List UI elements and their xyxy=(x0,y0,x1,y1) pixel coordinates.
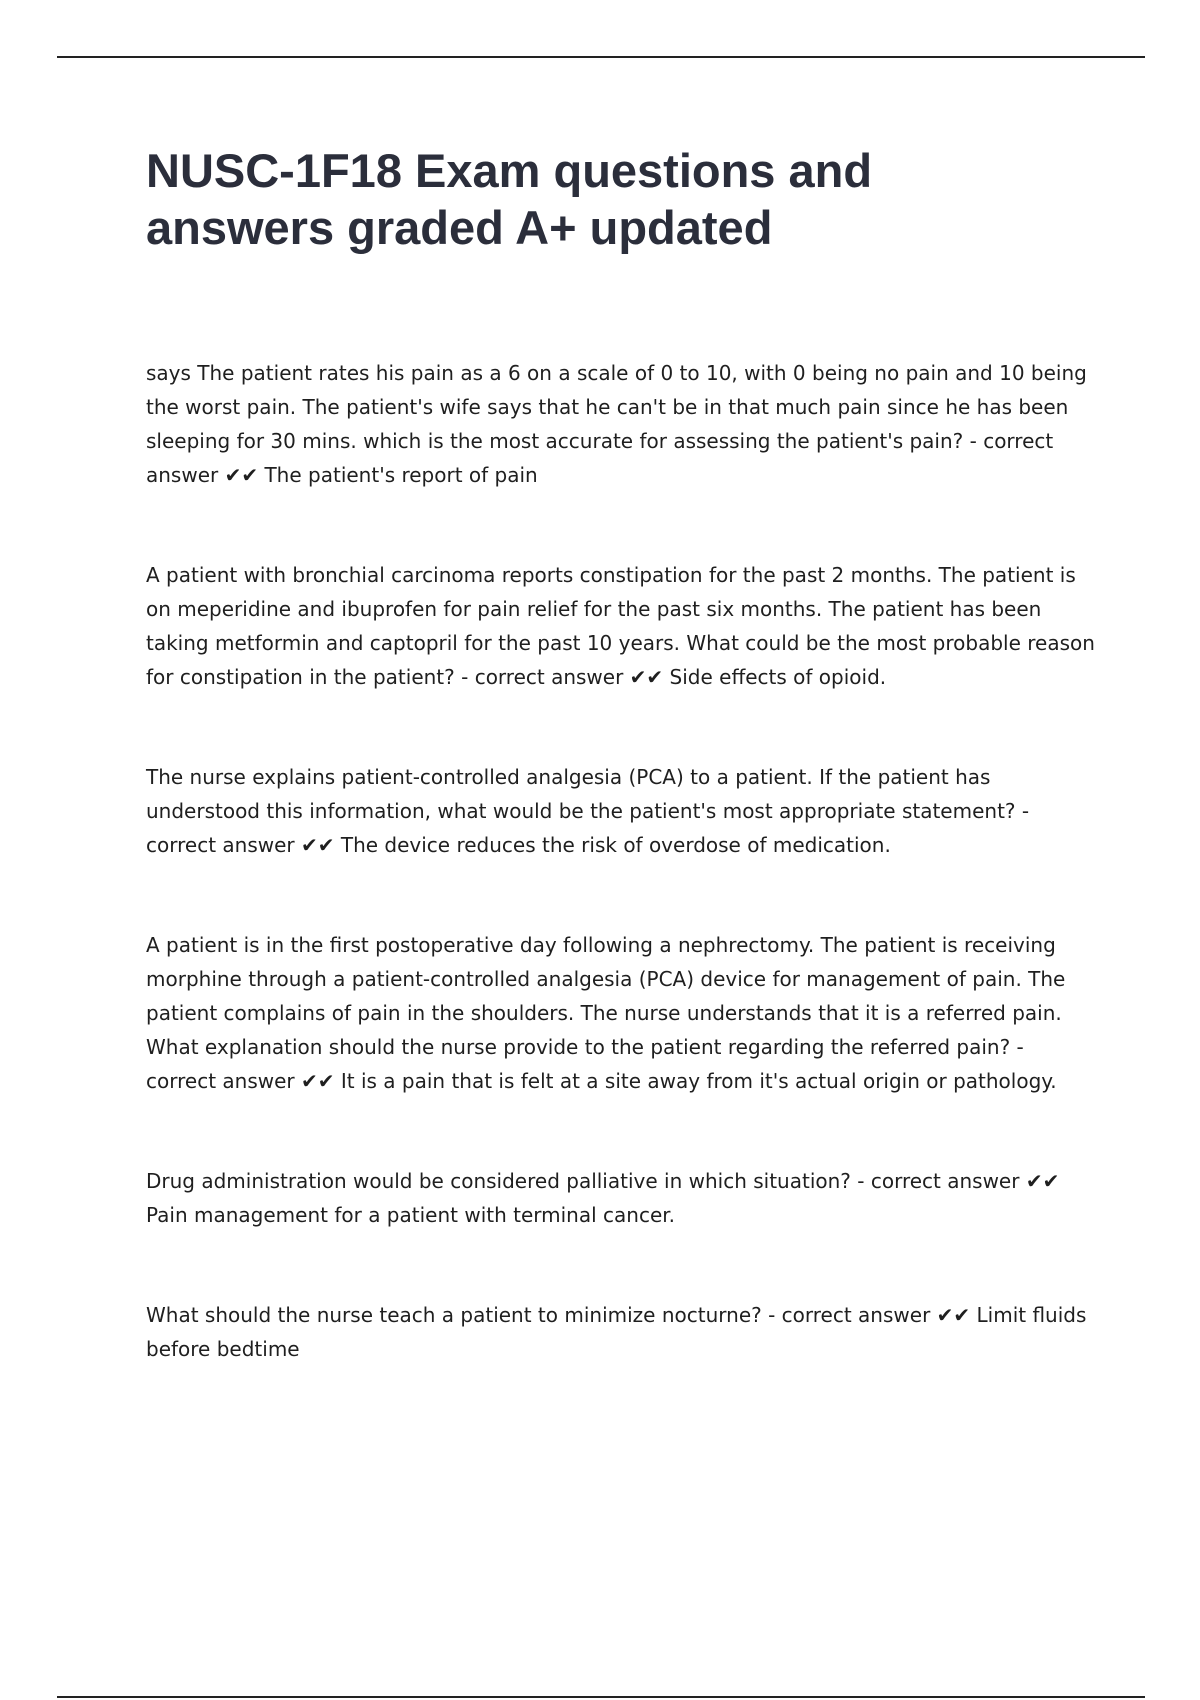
qa-item-1: says The patient rates his pain as a 6 on a scale of 0 to 10, with 0 being no pain and 10 being the worst pain. The patient's wife says that he can't be in that much pain since he has been sleeping for 30 mins. which is the most accurate for assessing the patient's pain? - correct answer ✔✔ The patient's report of pain xyxy=(146,361,1087,487)
document-title: NUSC-1F18 Exam questions and answers graded A+ updated xyxy=(146,144,873,254)
top-divider xyxy=(57,56,1145,58)
qa-list xyxy=(146,356,1096,1366)
qa-item-4: A patient is in the first postoperative day following a nephrectomy. The patient is receiving morphine through a patient-controlled analgesia (PCA) device for management of pain. The patient complains of pain in the shoulders. The nurse understands that it is a referred pain. What explanation should the nurse provide to the patient regarding the referred pain? - correct answer ✔✔ It is a pain that is felt at a site away from it's actual origin or pathology. xyxy=(146,933,1066,1093)
bottom-divider xyxy=(57,1696,1145,1698)
qa-item-5: Drug administration would be considered palliative in which situation? - correct answer ✔✔ Pain management for a patient with terminal cancer. xyxy=(146,1169,1060,1227)
qa-item-3: The nurse explains patient-controlled analgesia (PCA) to a patient. If the patient has understood this information, what would be the patient's most appropriate statement? - correct answer ✔✔ The device reduces the risk of overdose of medication. xyxy=(146,765,1030,857)
qa-item-6: What should the nurse teach a patient to minimize nocturne? - correct answer ✔✔ Limit fluids before bedtime xyxy=(146,1303,1087,1361)
qa-item-2: A patient with bronchial carcinoma reports constipation for the past 2 months. The patient is on meperidine and ibuprofen for pain relief for the past six months. The patient has been taking metformin and captopril for the past 10 years. What could be the most probable reason for constipation in the patient? - correct answer ✔✔ Side effects of opioid. xyxy=(146,563,1095,689)
